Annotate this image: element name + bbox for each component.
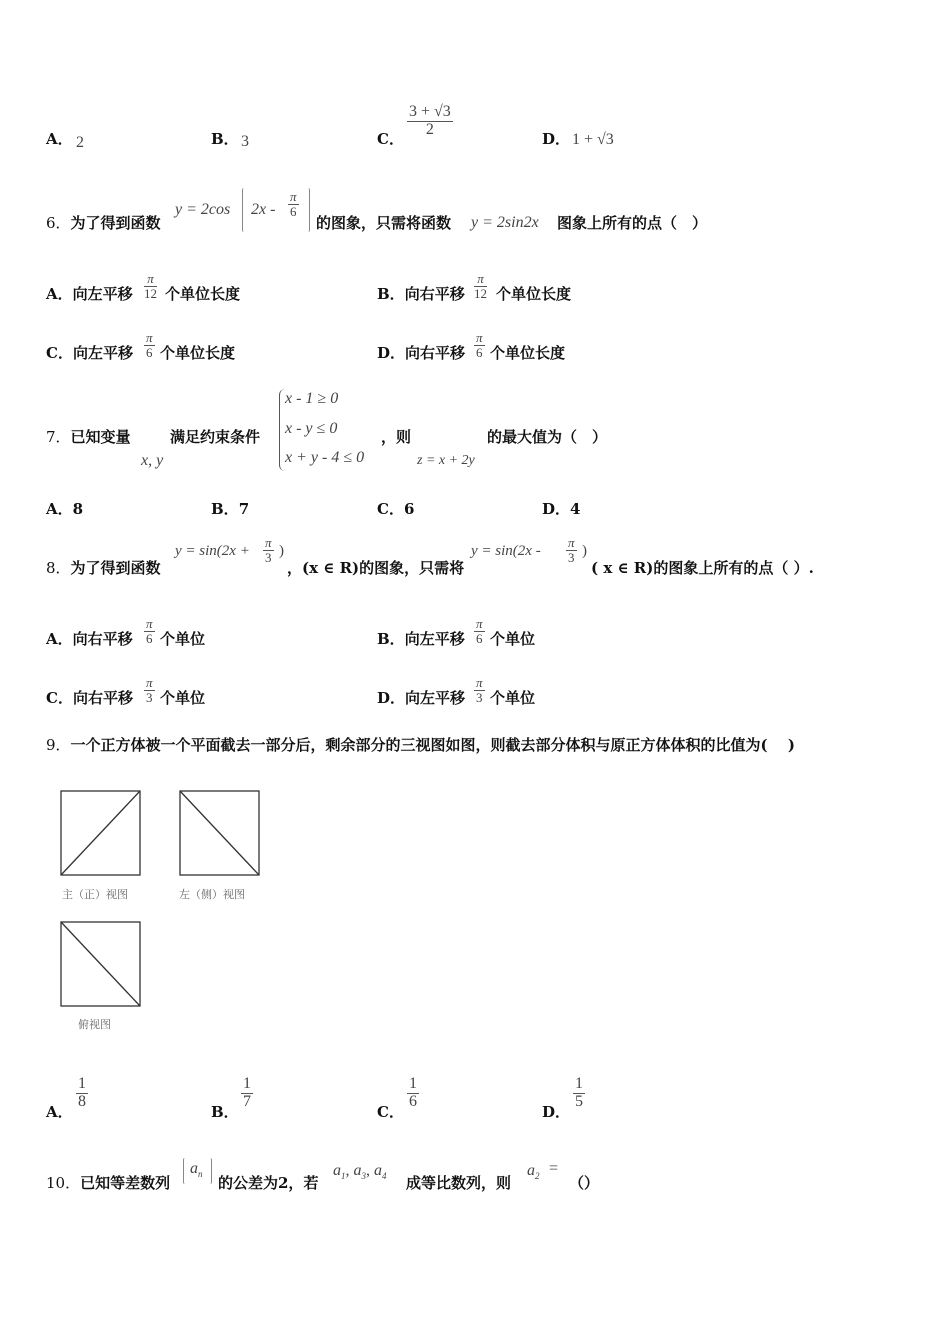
q8-f2-pi: π bbox=[568, 535, 575, 550]
q9-option-d-fraction bbox=[573, 1076, 585, 1111]
q8-text-2: ，(x ∈ R)的图象，只需将 bbox=[287, 559, 465, 577]
q9-top-view-caption: 俯视图 bbox=[78, 1018, 111, 1031]
q8-function-2 bbox=[471, 543, 541, 560]
q5-option-c-label: C． bbox=[377, 130, 404, 148]
q8-f2-den: 3 bbox=[568, 549, 575, 565]
side-view bbox=[180, 791, 259, 875]
q5-option-a-label: A． bbox=[46, 130, 73, 148]
q9-option-a-label: A． bbox=[46, 1103, 73, 1121]
q8-f1-den: 3 bbox=[265, 549, 272, 565]
q9-option-a-num: 1 bbox=[78, 1075, 86, 1092]
q6-option-c-num: π bbox=[146, 330, 153, 345]
q7-option-c bbox=[377, 498, 414, 519]
q8-option-b-pre: 向左平移 bbox=[404, 630, 465, 648]
q6-text-2: 的图象，只需将函数 bbox=[316, 214, 452, 232]
q8-function-1 bbox=[175, 543, 250, 560]
q9-option-c-label: C． bbox=[377, 1103, 404, 1121]
q6-option-d-label: D． bbox=[377, 344, 406, 362]
q8-option-c-pre: 向右平移 bbox=[72, 689, 133, 707]
q8-option-a bbox=[46, 628, 133, 649]
q5-option-c-fraction bbox=[407, 104, 453, 139]
q7-stem bbox=[46, 426, 131, 447]
q9-option-d-num: 1 bbox=[575, 1075, 583, 1092]
q6-option-d-den: 6 bbox=[476, 344, 483, 360]
q10-equals: = bbox=[549, 1160, 559, 1177]
q8-option-d-post: 个单位 bbox=[490, 689, 536, 707]
q7-number: 7． bbox=[46, 428, 71, 446]
q8-option-c-num: π bbox=[146, 675, 153, 690]
q5-option-d-label: D． bbox=[542, 130, 571, 148]
q7-option-d-label: D． bbox=[542, 500, 571, 518]
q10-stem bbox=[46, 1172, 170, 1193]
q6-option-c-label: C． bbox=[46, 344, 73, 362]
q6-function-1 bbox=[175, 201, 230, 219]
q9-option-b-fraction bbox=[241, 1076, 253, 1111]
q10-seq-sub: n bbox=[198, 1169, 203, 1180]
q6-stem bbox=[46, 212, 161, 233]
q6-pi-over-6 bbox=[288, 190, 299, 218]
top-view bbox=[61, 922, 140, 1006]
q6-option-c-post: 个单位长度 bbox=[160, 344, 236, 362]
q6-option-b-fraction bbox=[474, 272, 487, 300]
q10-terms: $a_1$, $a_3$, $a_4$ bbox=[333, 1162, 387, 1182]
q8-option-d bbox=[377, 687, 465, 708]
q5-option-b-label: B． bbox=[211, 130, 239, 148]
q6-option-c-den: 6 bbox=[146, 344, 153, 360]
q7-option-d-value: 4 bbox=[570, 500, 581, 518]
q6-option-b-label: B． bbox=[377, 285, 405, 303]
q8-option-d-pre: 向左平移 bbox=[405, 689, 466, 707]
q9-option-a-den: 8 bbox=[78, 1092, 86, 1110]
q7-objective: z = x + 2y bbox=[417, 453, 475, 468]
q6-option-c bbox=[46, 342, 133, 363]
q6-text-3: 图象上所有的点（ ） bbox=[557, 214, 708, 232]
q5-option-d-value: 1 + √3 bbox=[572, 131, 614, 148]
q6-option-a-fraction bbox=[144, 272, 157, 300]
q9-number: 9． bbox=[46, 736, 71, 754]
q9-option-d-den: 5 bbox=[575, 1092, 583, 1110]
q8-f2-prefix: y = sin(2x - bbox=[471, 543, 541, 559]
q8-option-a-den: 6 bbox=[146, 630, 153, 646]
q8-option-a-pre: 向右平移 bbox=[72, 630, 133, 648]
q6-option-d-post: 个单位长度 bbox=[490, 344, 566, 362]
q7-constraint-1: x - 1 ≥ 0 bbox=[285, 390, 339, 407]
q8-option-b bbox=[377, 628, 465, 649]
q9-option-c-fraction bbox=[407, 1076, 419, 1111]
q7-option-b-label: B． bbox=[211, 500, 239, 518]
q7-option-d bbox=[542, 498, 580, 519]
q7-text-3: ，则 bbox=[381, 428, 412, 446]
q10-number: 10． bbox=[46, 1174, 81, 1192]
q8-f1-close: ) bbox=[279, 543, 284, 559]
q10-right-brace bbox=[210, 1158, 212, 1184]
q7-option-b bbox=[211, 498, 249, 519]
q5-option-a-value: 2 bbox=[76, 134, 84, 151]
q10-a4: $a_4$ bbox=[374, 1162, 387, 1182]
q7-vars: x, y bbox=[141, 452, 164, 469]
q9-stem bbox=[46, 734, 795, 755]
q7-option-a-label: A． bbox=[46, 500, 73, 518]
q6-option-a-post: 个单位长度 bbox=[165, 285, 241, 303]
q7-text-2: 满足约束条件 bbox=[170, 428, 261, 446]
q9-option-c-num: 1 bbox=[409, 1075, 417, 1092]
q6-option-a bbox=[46, 283, 133, 304]
q8-f1-fraction bbox=[263, 536, 274, 564]
q7-text-4: 的最大值为（ ） bbox=[487, 428, 608, 446]
q6-f1-argument: 2x - bbox=[251, 201, 276, 218]
q10-text-4: （） bbox=[569, 1174, 600, 1192]
q10-text-3: 成等比数列，则 bbox=[406, 1174, 512, 1192]
q6-text-1: 为了得到函数 bbox=[70, 214, 161, 232]
q6-number: 6． bbox=[46, 214, 71, 232]
q6-option-b-num: π bbox=[474, 272, 487, 287]
q8-option-b-label: B． bbox=[377, 630, 405, 648]
q8-number: 8． bbox=[46, 559, 71, 577]
q6-option-c-pre: 向左平移 bbox=[72, 344, 133, 362]
q8-option-a-label: A． bbox=[46, 630, 73, 648]
q8-option-b-post: 个单位 bbox=[490, 630, 536, 648]
q9-option-c-den: 6 bbox=[409, 1092, 417, 1110]
q6-option-a-label: A． bbox=[46, 285, 73, 303]
q6-f1-prefix: y = 2cos bbox=[175, 201, 231, 218]
q7-option-c-label: C． bbox=[377, 500, 404, 518]
q6-function-2: y = 2sin2x bbox=[471, 214, 539, 231]
q8-option-b-num: π bbox=[476, 616, 483, 631]
q7-option-b-value: 7 bbox=[238, 500, 250, 518]
q6-option-c-fraction bbox=[144, 331, 155, 359]
q9-option-b-num: 1 bbox=[243, 1075, 251, 1092]
q8-option-d-num: π bbox=[476, 675, 483, 690]
q7-option-c-value: 6 bbox=[403, 500, 415, 518]
q6-option-b-den: 12 bbox=[474, 285, 487, 301]
q8-f2-close: ) bbox=[582, 543, 587, 559]
q10-sequence bbox=[190, 1160, 203, 1179]
q8-option-a-fraction bbox=[144, 617, 155, 645]
q8-f2-fraction bbox=[566, 536, 577, 564]
q8-option-b-den: 6 bbox=[476, 630, 483, 646]
q10-seq-a: a bbox=[190, 1160, 198, 1177]
q9-option-b-label: B． bbox=[211, 1103, 239, 1121]
q7-option-a bbox=[46, 498, 83, 519]
q8-option-b-fraction bbox=[474, 617, 485, 645]
q6-option-a-num: π bbox=[144, 272, 157, 287]
q6-option-d-pre: 向右平移 bbox=[405, 344, 466, 362]
q6-option-d-num: π bbox=[476, 330, 483, 345]
q6-den: 6 bbox=[290, 203, 297, 219]
q6-option-b bbox=[377, 283, 465, 304]
front-view bbox=[61, 791, 140, 875]
q8-f1-prefix: y = sin(2x + bbox=[175, 543, 250, 559]
q7-option-a-value: 8 bbox=[72, 500, 84, 518]
q6-option-b-post: 个单位长度 bbox=[496, 285, 572, 303]
q8-option-c-fraction bbox=[144, 676, 155, 704]
q8-option-d-label: D． bbox=[377, 689, 406, 707]
q7-constraint-2: x - y ≤ 0 bbox=[285, 420, 338, 437]
q6-option-b-pre: 向右平移 bbox=[404, 285, 465, 303]
q6-option-d-fraction bbox=[474, 331, 485, 359]
q6-option-a-den: 12 bbox=[144, 285, 157, 301]
q8-option-d-fraction bbox=[474, 676, 485, 704]
q6-option-d bbox=[377, 342, 465, 363]
q8-option-c-den: 3 bbox=[146, 689, 153, 705]
q9-option-a-fraction bbox=[76, 1076, 88, 1111]
q10-a1: $a_1$ bbox=[333, 1162, 346, 1182]
q8-option-a-post: 个单位 bbox=[160, 630, 206, 648]
q8-option-c bbox=[46, 687, 133, 708]
q5-option-c-denominator: 2 bbox=[425, 120, 434, 138]
q8-option-c-post: 个单位 bbox=[160, 689, 206, 707]
q9-option-b-den: 7 bbox=[243, 1092, 251, 1110]
q10-text-2: 的公差为2，若 bbox=[218, 1174, 319, 1192]
q5-option-c-numerator: 3 + √3 bbox=[409, 103, 451, 120]
q9-text: 一个正方体被一个平面截去一部分后，剩余部分的三视图如图，则截去部分体积与原正方体体积的比值为( ) bbox=[70, 736, 795, 754]
q8-option-a-num: π bbox=[146, 616, 153, 631]
q7-text-1: 已知变量 bbox=[70, 428, 131, 446]
q8-f1-pi: π bbox=[265, 535, 272, 550]
q10-a2: $a_2$ bbox=[527, 1162, 540, 1182]
q10-a3: $a_3$ bbox=[353, 1162, 366, 1182]
q6-option-a-pre: 向左平移 bbox=[72, 285, 133, 303]
q9-three-views-figure bbox=[55, 785, 275, 1040]
q5-option-b-value: 3 bbox=[241, 133, 249, 150]
q9-front-view-caption: 主（正）视图 bbox=[62, 888, 128, 901]
q6-left-paren bbox=[242, 188, 244, 232]
q6-right-paren bbox=[308, 188, 310, 232]
q10-text-1: 已知等差数列 bbox=[80, 1174, 171, 1192]
q8-text-3: ( x ∈ R)的图象上所有的点（ ）. bbox=[591, 559, 814, 577]
q7-constraint-3: x + y - 4 ≤ 0 bbox=[285, 449, 365, 466]
q8-stem bbox=[46, 557, 161, 578]
q10-left-brace bbox=[183, 1158, 185, 1184]
q8-option-c-label: C． bbox=[46, 689, 73, 707]
q9-option-d-label: D． bbox=[542, 1103, 571, 1121]
q9-side-view-caption: 左（侧）视图 bbox=[179, 888, 245, 901]
q6-pi: π bbox=[290, 189, 297, 204]
q8-option-d-den: 3 bbox=[476, 689, 483, 705]
q8-text-1: 为了得到函数 bbox=[70, 559, 161, 577]
